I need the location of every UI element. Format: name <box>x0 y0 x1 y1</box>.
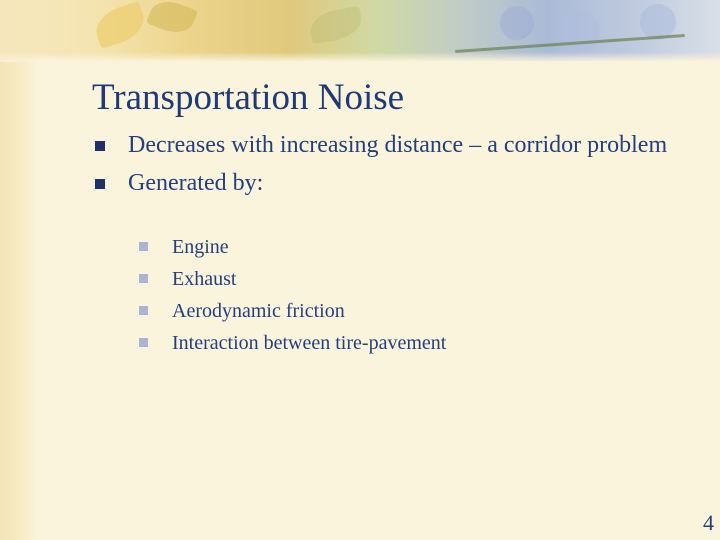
sub-bullet-item <box>136 330 676 356</box>
sub-bullet-text: Interaction between tire-pavement <box>172 332 447 354</box>
leaf-decoration <box>308 6 364 45</box>
sub-bullet-item <box>136 266 676 292</box>
page-number: 4 <box>703 510 714 535</box>
square-bullet-icon <box>139 242 148 251</box>
sub-bullet-text: Exhaust <box>172 268 237 290</box>
leaf-decoration <box>146 0 198 39</box>
bullet-text: Decreases with increasing distance – a corridor problem <box>128 132 668 158</box>
bullet-list <box>92 130 682 206</box>
slide-title: Transportation Noise <box>92 77 405 118</box>
square-bullet-icon <box>139 306 148 315</box>
bullet-item <box>92 130 682 160</box>
leaf-decoration <box>91 1 149 49</box>
flower-decoration <box>560 12 600 52</box>
background-left-strip <box>0 0 38 540</box>
bullet-text: Generated by: <box>128 170 264 196</box>
sub-bullet-item <box>136 298 676 324</box>
sub-bullet-item <box>136 234 676 260</box>
square-bullet-icon <box>139 274 148 283</box>
sub-bullet-list <box>136 234 676 362</box>
sub-bullet-text: Aerodynamic friction <box>172 300 345 322</box>
sub-bullet-text: Engine <box>172 236 229 258</box>
square-bullet-icon <box>95 141 105 151</box>
decorative-banner <box>0 0 720 62</box>
bullet-item <box>92 168 682 198</box>
square-bullet-icon <box>139 338 148 347</box>
flower-decoration <box>500 6 534 40</box>
square-bullet-icon <box>95 179 105 189</box>
